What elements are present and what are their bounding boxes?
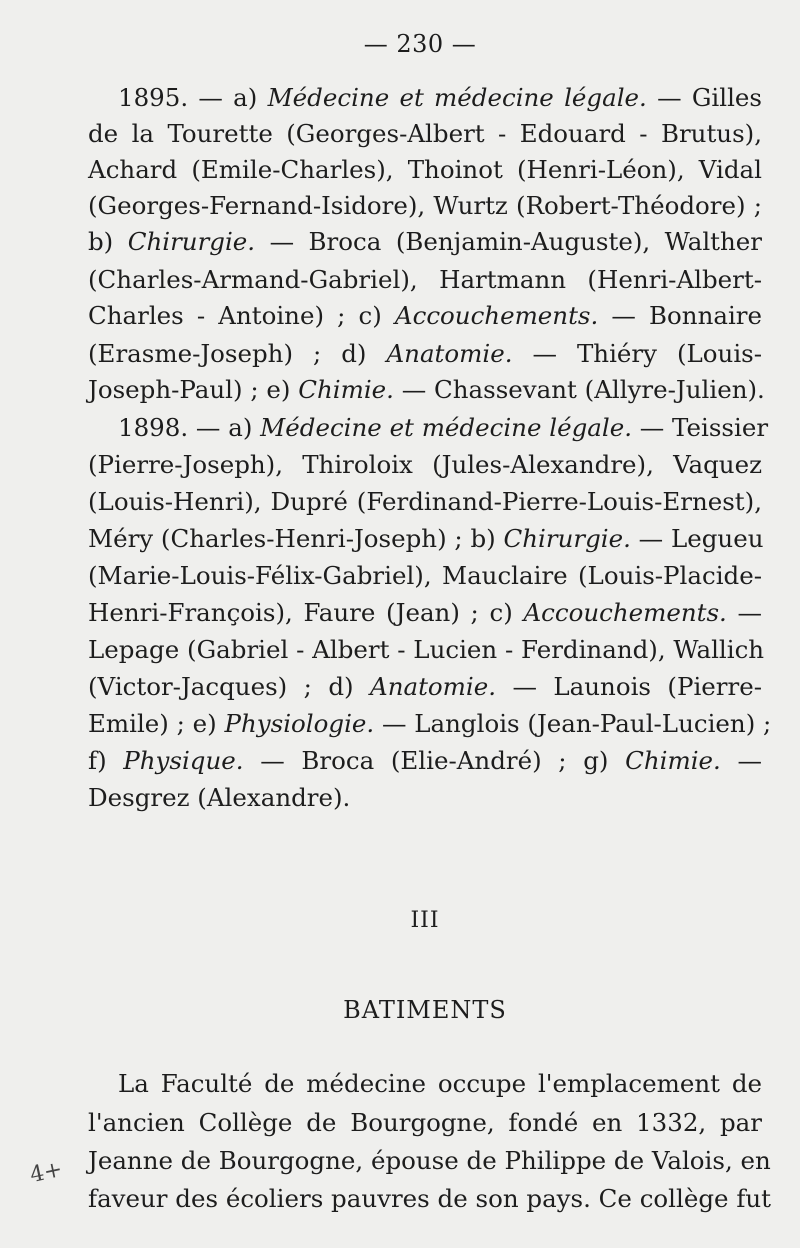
text-line: b) Chirurgie. — Broca (Benjamin-Auguste), Walther: [88, 227, 762, 256]
handwritten-margin-note: 4+: [27, 1156, 65, 1189]
text-line: Joseph-Paul) ; e) Chimie. — Chassevant (Allyre-Julien).: [88, 375, 765, 404]
text-line: Henri-François), Faure (Jean) ; c) Accouchements. —: [88, 598, 762, 627]
text-line: 1898. — a) Médecine et médecine légale. — Teissier: [118, 413, 769, 442]
section-heading: BATIMENTS: [343, 996, 507, 1024]
text-line: faveur des écoliers pauvres de son pays. Ce collège fut: [88, 1184, 772, 1213]
text-line: La Faculté de médecine occupe l'emplacement de: [118, 1069, 762, 1098]
text-line: (Pierre-Joseph), Thiroloix (Jules-Alexandre), Vaquez: [88, 450, 762, 479]
text-line: (Erasme-Joseph) ; d) Anatomie. — Thiéry (Louis-: [88, 339, 763, 368]
text-line: (Georges-Fernand-Isidore), Wurtz (Robert-Théodore) ;: [88, 191, 762, 220]
text-line: Emile) ; e) Physiologie. — Langlois (Jean-Paul-Lucien) ;: [88, 709, 772, 738]
text-line: de la Tourette (Georges-Albert - Edouard - Brutus),: [88, 119, 762, 148]
text-line: (Victor-Jacques) ; d) Anatomie. — Launois (Pierre-: [88, 672, 762, 701]
section-numeral: III: [410, 908, 440, 933]
text-line: l'ancien Collège de Bourgogne, fondé en 1332, par: [88, 1108, 762, 1137]
text-line: Desgrez (Alexandre).: [88, 783, 351, 812]
text-line: f) Physique. — Broca (Elie-André) ; g) Chimie. —: [88, 746, 763, 775]
text-line: 1895. — a) Médecine et médecine légale. — Gilles: [118, 83, 762, 112]
text-line: (Marie-Louis-Félix-Gabriel), Mauclaire (Louis-Placide-: [88, 561, 762, 590]
text-line: Méry (Charles-Henri-Joseph) ; b) Chirurgie. — Legueu: [88, 524, 764, 553]
text-line: Achard (Emile-Charles), Thoinot (Henri-Léon), Vidal: [88, 155, 762, 184]
page-number: — 230 —: [363, 30, 477, 58]
text-line: (Charles-Armand-Gabriel), Hartmann (Henri-Albert-: [88, 265, 762, 294]
text-line: Jeanne de Bourgogne, épouse de Philippe de Valois, en: [88, 1146, 771, 1175]
text-line: (Louis-Henri), Dupré (Ferdinand-Pierre-Louis-Ernest),: [88, 487, 762, 516]
text-line: Lepage (Gabriel - Albert - Lucien - Ferdinand), Wallich: [88, 635, 765, 664]
text-line: Charles - Antoine) ; c) Accouchements. — Bonnaire: [88, 301, 762, 330]
